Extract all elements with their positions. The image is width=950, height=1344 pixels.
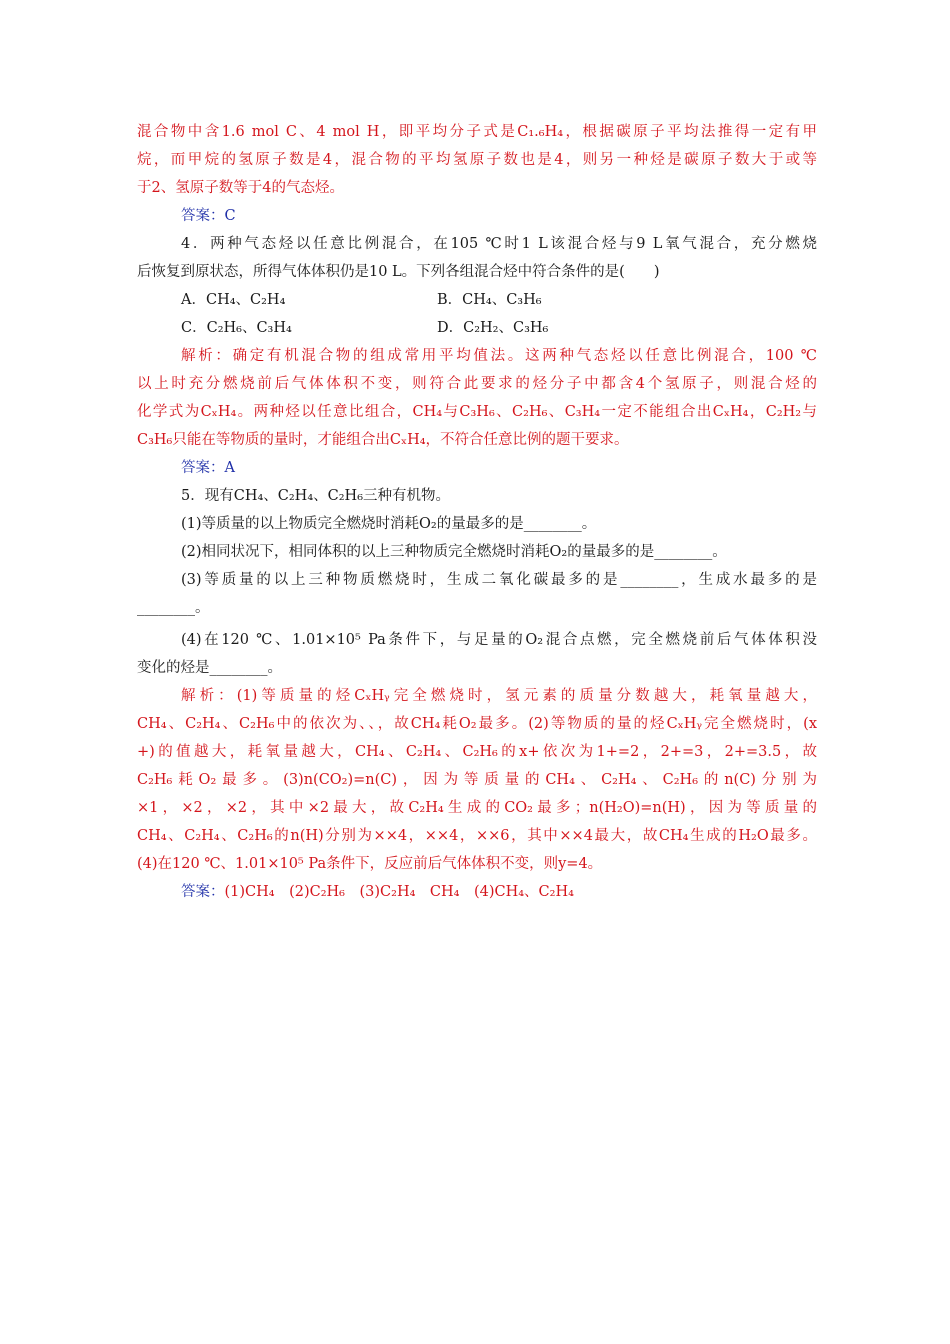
q5-sub-4: (4)在120 ℃、1.01×10⁵ Pa条件下，与足量的O₂混合点燃，完全燃烧前后气体体积没 (181, 632, 817, 648)
q4-analysis-line-1: 解析：确定有机混合物的组成常用平均值法。这两种气态烃以任意比例混合，100 ℃ (181, 348, 817, 364)
q4-option-a: A．CH₄、C₂H₄ (181, 292, 286, 308)
q5-answer-text: (1)CH₄ (2)C₂H₆ (3)C₂H₄ CH₄ (4)CH₄、C₂H₄ (224, 884, 574, 900)
document-page (137, 118, 817, 906)
q4-stem-line-2: 后恢复到原状态，所得气体体积仍是10 L。下列各组混合烃中符合条件的是( ) (137, 264, 660, 280)
q5-analysis-line-3: +)的值越大，耗氧量越大，CH₄、C₂H₄、C₂H₆的x+依次为1+=2，2+=3，2+=3.5，故 (137, 744, 817, 760)
q3-analysis-line-3: 于2、氢原子数等于4的气态烃。 (137, 180, 344, 196)
q4-options-row-1 (137, 286, 817, 314)
q5-answer-label: 答案： (181, 884, 225, 900)
q4-stem-line-1: 4．两种气态烃以任意比例混合，在105 ℃时1 L该混合烃与9 L氧气混合，充分燃烧 (181, 236, 817, 252)
q4-option-c: C．C₂H₆、C₃H₄ (181, 320, 292, 336)
q5-sub-3-cont: ________。 (137, 600, 210, 616)
q5-answer (137, 878, 817, 906)
q5-analysis-line-1: 解析：(1)等质量的烃CₓHᵧ完全燃烧时，氢元素的质量分数越大，耗氧量越大， (181, 688, 817, 704)
q5-analysis-line-5: ×1，×2，×2，其中×2最大，故C₂H₄生成的CO₂最多；n(H₂O)=n(H)，因为等质量的 (137, 800, 817, 816)
q4-answer: 答案：A (181, 460, 235, 476)
q5-sub-3: (3)等质量的以上三种物质燃烧时，生成二氧化碳最多的是________，生成水最多的是 (181, 572, 817, 588)
q5-analysis-line-4: C₂H₆耗O₂最多。(3)n(CO₂)=n(C)，因为等质量的CH₄、C₂H₄、C₂H₆的n(C)分别为 (137, 772, 817, 788)
q4-analysis-line-4: C₃H₆只能在等物质的量时，才能组合出CₓH₄，不符合任意比例的题干要求。 (137, 432, 629, 448)
q4-analysis-line-3: 化学式为CₓH₄。两种烃以任意比组合，CH₄与C₃H₆、C₂H₆、C₃H₄一定不能组合出CₓH₄，C₂H₂与 (137, 404, 817, 420)
q4-option-d: D．C₂H₂、C₃H₆ (437, 320, 549, 336)
q3-answer: 答案：C (181, 208, 236, 224)
q4-analysis-line-2: 以上时充分燃烧前后气体体积不变，则符合此要求的烃分子中都含4个氢原子，则混合烃的 (137, 376, 817, 392)
q5-stem: 5．现有CH₄、C₂H₄、C₂H₆三种有机物。 (181, 488, 451, 504)
q3-analysis-line-1: 混合物中含1.6 mol C、4 mol H，即平均分子式是C₁.₆H₄，根据碳原子平均法推得一定有甲 (137, 124, 817, 140)
q3-analysis-line-2: 烷，而甲烷的氢原子数是4，混合物的平均氢原子数也是4，则另一种烃是碳原子数大于或等 (137, 152, 817, 168)
q5-analysis-line-2: CH₄、C₂H₄、C₂H₆中的依次为、、，故CH₄耗O₂最多。(2)等物质的量的烃CₓHᵧ完全燃烧时，(x (137, 716, 817, 732)
q5-analysis-line-7: (4)在120 ℃、1.01×10⁵ Pa条件下，反应前后气体体积不变，则y=4。 (137, 856, 603, 872)
q5-sub-2: (2)相同状况下，相同体积的以上三种物质完全燃烧时消耗O₂的量最多的是________。 (181, 544, 727, 560)
q5-analysis-line-6: CH₄、C₂H₄、C₂H₆的n(H)分别为××4，××4，××6，其中××4最大，故CH₄生成的H₂O最多。 (137, 828, 817, 844)
q5-sub-4-cont: 变化的烃是________。 (137, 660, 282, 676)
q5-sub-1: (1)等质量的以上物质完全燃烧时消耗O₂的量最多的是________。 (181, 516, 597, 532)
q4-options-row-2 (137, 314, 817, 342)
q4-option-b: B．CH₄、C₃H₆ (437, 292, 542, 308)
